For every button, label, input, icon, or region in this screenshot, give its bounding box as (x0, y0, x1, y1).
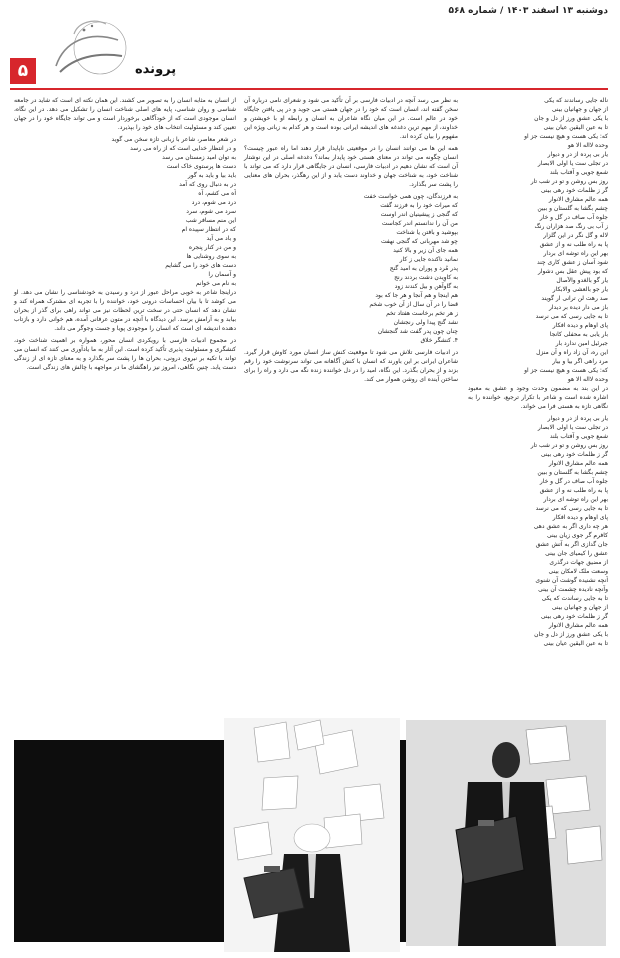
poem-line: مرد راهی اگر بیا و بیار (552, 358, 608, 365)
poem-line: نمانید ناکنده جایی ز کار (399, 256, 458, 263)
poem-line: به فرزندگان، چون همی خواست خفت (363, 193, 458, 200)
poem-line: سرد می شوم، سرد (186, 208, 236, 215)
poem-line: درد می شوم، درد (191, 199, 236, 206)
poem-line: با یکی عشق ورز از دل و جان (534, 115, 608, 122)
poem-line: در شعر معاصر، شاعر با زبانی تازه سخن می گوید (111, 136, 236, 143)
poem-line: یار گو بالغدو والآصال (556, 277, 608, 284)
poem-line: شمع جویی و آفتاب بلند (549, 433, 608, 440)
poem-line: شمع جویی و آفتاب بلند (549, 169, 608, 176)
poem-line: روز بس روشن و تو در شب تار (530, 442, 608, 449)
poem-line: که بود پیش عقل بس دشوار (537, 268, 608, 275)
section-title: پرونده (135, 62, 177, 77)
poem-line: به سوی روشنایی ها (186, 253, 236, 260)
poem-line: این منم مسافر شب (185, 217, 236, 224)
poem-block (244, 192, 458, 336)
paragraph: از انسان به مثابه انسان را به تصویر می کشند. این همان نکته ای است که شاید در جامعه شناسی و روان شناسی، پایه های اصلی شناخت انسان را تشکیل می دهد. در این نگاه، انسان موجودی است که از خودآگاهی برخوردار است و می تواند جایگاه خود را در جهان تعیین کند و مسئولیت انتخاب های خود را بپذیرد. (14, 97, 236, 131)
poem-line: وآنچه نادیده چشمت آن بینی (538, 586, 608, 593)
poem-line: تا به جایی رساندت که یکی (541, 595, 608, 602)
page-number: ۵ (10, 58, 36, 84)
poem-line: یار جو بالعشی والابکار (552, 286, 608, 293)
poem-line: تا به عین الیقین عیان بینی (543, 640, 608, 647)
photo-businessman-papers (224, 718, 400, 952)
poem-line: همه جای آن زیر و بالا کنید (393, 247, 458, 254)
poem-block (14, 135, 236, 288)
poem-line: گر ز ظلمات خود رهی بینی (540, 451, 608, 458)
paragraph: در مجموع ادبیات فارسی با رویکردی انسان محور، همواره بر اهمیت شناخت خود، کنشگری و مسئولیت پذیری تأکید کرده است. این آثار به ما یادآوری می کنند که انسان می تواند با تکیه بر نیروی درونی، بحران ها را پشت سر بگذارد و به معنای تازه ای از زندگی دست یابد. چنین نگاهی، امروز نیز راهگشای ما در مواجهه با چالش های زندگی است. (14, 337, 236, 371)
poem-line: یار بی پرده از در و دیوار (547, 415, 608, 422)
poem-line: همه عالم مشارق الانوار (548, 196, 608, 203)
poem-line: که میراث خود را به فرزند گفت (380, 202, 458, 209)
poem-line: وحده لااله الا هو (567, 376, 608, 383)
poem-line: و من در کنار پنجره (188, 244, 236, 251)
poem-line: ناله جایی رساندند که یکی (544, 97, 608, 104)
poem-line: گر ز ظلمات خود رهی بینی (540, 187, 608, 194)
poem-line: از مضیق جهات درگذری (549, 559, 608, 566)
poem-line: نشد گنج پیدا ولی رنجشان (393, 319, 458, 326)
poem-line: جلوه آب صاف در گل و خار (539, 214, 608, 221)
poem-line: باز می دار دیده بر دیدار (548, 304, 608, 311)
poem-line: پا به راه طلب نه و از عشق (539, 487, 608, 494)
poem-line: در به دنبال روی که آمد (179, 181, 236, 188)
issue-date: دوشنبه ۱۳ اسفند ۱۴۰۳ / شماره ۵۶۸ (448, 6, 608, 16)
poem-line: تا به جایی رسی که می نرسد (535, 313, 608, 320)
poem-line: همه عالم مشارق الانوار (548, 622, 608, 629)
poem-line: تا به جایی رسی که می نرسد (535, 505, 608, 512)
paragraph: همه این ها می توانند انسان را در موقعیتی ناپایدار قرار دهند اما راه عبور چیست؟ انسان چگونه می تواند در معنای هستی خود پایدار بماند؟ دغدغه اصلی در این نوشتار آن است که نشان دهیم در ادبیات فارسی، انسان در جایگاهی قرار دارد که می تواند با شناخت خود، به شناخت جهان و خداوند دست یابد و از این رهگذر، بحران های معنایی را پشت سر بگذارد. (244, 145, 458, 188)
poem-line: روز بس روشن و تو در شب تار (530, 178, 608, 185)
poem-line: به توان امید زمستان می رسد (162, 154, 236, 161)
poem-line: وحده لااله الا هو (567, 142, 608, 149)
header-rule (10, 88, 608, 90)
poem-line: تا به عین الیقین عیان بینی (543, 124, 608, 131)
poem-line: قضا را در آن سال از آن خوب شخم (369, 301, 458, 308)
poem-line: من آن را ندانستم اندر کجاست (381, 220, 458, 227)
column-right (468, 96, 608, 648)
poem-line: به کاوِیدن دشت بردند رنج (394, 274, 458, 281)
poem-line: جلوه آب صاف در گل و خار (539, 478, 608, 485)
poem-line: در تجلی ست یا اولی الابصار (537, 160, 608, 167)
poem-line: گر ز ظلمات خود رهی بینی (540, 613, 608, 620)
poem-line: از جهان و جهانیان بینی (551, 604, 608, 611)
column-middle (244, 96, 458, 387)
author-line: ۴. کنشگر خلاق (420, 337, 458, 344)
poem-line: یار بی پرده از در و دیوار (547, 151, 608, 158)
paragraph: دراینجا شاعر به خوبی مراحل عبور از درد و رسیدن به خودشناسی را نشان می دهد. او می کوشد تا با بیان احساسات درونی خود، خواننده را با تجربه ای مشترک همراه کند و نشان دهد که انسان حتی در سخت ترین لحظات نیز می تواند راهی برای گذر از بحران بیابد و به آرامش برسد. این دیدگاه با آنچه در متون عرفانی آمده، هم خوانی دارد و بازتاب دهنده اندیشه ای است که انسان را موجودی پویا و جست وجوگر می داند. (14, 289, 236, 332)
paragraph: در این بند به مضمون وحدت وجود و عشق به معبود اشاره شده است و شاعر با تکرار ترجیع، خواننده را به نگاهی تازه به هستی فرا می خواند. (468, 385, 608, 410)
poem-line: به گاوآهن و بیل کندند زود (394, 283, 458, 290)
poem-line: آه می کشم، آه (198, 190, 236, 197)
poem-line: آنچه نشنیده گوشت آن شنوی (535, 577, 608, 584)
poem-line: دست ها پرستوی خاک است (166, 163, 236, 170)
poem-line: همه عالم مشارق الانوار (548, 460, 608, 467)
poem-line: بهر این راه توشه ای بردار (543, 496, 608, 503)
poem-line: هم اینجا و هم آنجا و هر جا که بود (375, 292, 458, 299)
poem-block (468, 96, 608, 384)
poem-line: که در انتظار سپیده ام (181, 226, 236, 233)
paragraph: به نظر می رسد آنچه در ادبیات فارسی بر آن تأکید می شود و شعرای نامی درباره آن سخن گفته اند، انسان است که خود را در جهان هستی می جوید و در پی یافتن جایگاه خود در عالم است. در این میان نگاه شاعران به انسان و رابطه او با خویشتن و خداوند، از مهم ترین دغدغه های اندیشه ایرانی بوده است و هر کدام به زبانی ویژه این مفهوم را بیان کرده اند. (244, 97, 458, 140)
poem-line: باید بیا و باید به گور (187, 172, 236, 179)
poem-line: و باد می آید (206, 235, 236, 242)
poem-line: لاله و گل نگر در این گلزار (543, 232, 608, 239)
poem-line: بار یابی به محفلی کانجا (549, 331, 608, 338)
poem-line: پدر مُرد و پوران به امید گنج (389, 265, 458, 272)
poem-line: چنان چون پدر گفت شد گنجشان (377, 328, 458, 335)
poem-line: بپوشید و بافتن یا شناخت (396, 229, 458, 236)
photo-man-with-briefcase (406, 720, 606, 946)
paragraph: در ادبیات فارسی تلاش می شود تا موقعیت کنش ساز انسان مورد کاوش قرار گیرد. شاعران ایرانی بر این باورند که انسان با کنش آگاهانه می تواند سرنوشت خود را رقم بزند و از بحران بگذرد. این نگاه، امید را در دل خواننده زنده نگه می دارد و راه را برای ساختن آینده ای روشن هموار می کند. (244, 349, 458, 383)
poem-line: از جهان و جهانیان بینی (551, 106, 608, 113)
poem-line: با یکی عشق ورز از دل و جان (534, 631, 608, 638)
poem-line: چشم بگشا به گلستان و ببین (537, 469, 608, 476)
poem-line: در تجلی ست یا اولی الابصار (537, 424, 608, 431)
poem-line: این ره، آن زاد راه و آن منزل (536, 349, 608, 356)
poem-block (468, 414, 608, 648)
poem-line: چو شد مهربانی که گنجی نهفت (381, 238, 458, 245)
poem-line: و در انتظار خدایی است که از راه می رسد (130, 145, 236, 152)
poem-line: صد رهت لن ترانی ار گویند (541, 295, 608, 302)
poem-line: به نام می خوانم (195, 280, 236, 287)
poem-line: که گنجی ز پیشینیان اندر اوست (380, 211, 458, 218)
poem-line: که: یکی هست و هیچ نیست جز او (524, 133, 608, 140)
poem-line: شود آسان ز عشق کاری چند (536, 259, 608, 266)
poem-line: عشق را کیمیای جان بینی (545, 550, 608, 557)
poem-line: پا به راه طلب نه و از عشق (539, 241, 608, 248)
poem-line: و آسمان را (208, 271, 236, 278)
poem-line: بهر این راه توشه ای بردار (543, 250, 608, 257)
poem-line: چشم بگشا به گلستان و ببین (537, 205, 608, 212)
poem-line: پای اوهام و دیده افکار (552, 514, 608, 521)
column-left (14, 96, 236, 375)
poem-line: ز آب بی رنگ صد هزاران رنگ (534, 223, 608, 230)
poem-line: جان گدازی اگر به آتش عشق (535, 541, 608, 548)
poem-line: که: یکی هست و هیچ نیست جز او (524, 367, 608, 374)
poem-line: پای اوهام و دیده افکار (552, 322, 608, 329)
poem-line: هر چه داری اگر به عشق دهی (533, 523, 608, 530)
poem-line: جبرئیل امین ندارد بار (555, 340, 608, 347)
poem-line: ز هر تخم برخاست هفتاد تخم (386, 310, 458, 317)
newspaper-logo (44, 12, 130, 96)
poem-line: کافرم گر جوی زیان بینی (547, 532, 608, 539)
poem-line: دست های خود را می گشایم (165, 262, 236, 269)
poem-line: وسعت ملک لامکان بینی (548, 568, 608, 575)
